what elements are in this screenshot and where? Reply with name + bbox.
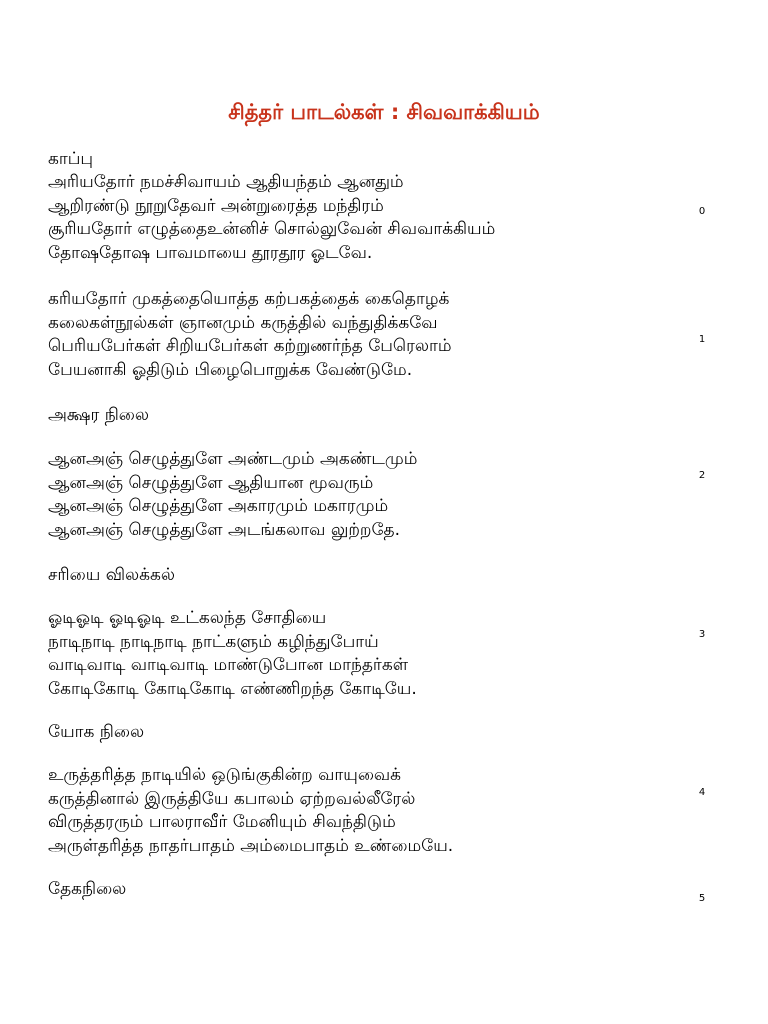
verse-line: கருத்தினால் இருத்தியே கபாலம் ஏற்றவல்லீரேல் xyxy=(48,788,416,809)
page-title: சித்தர் பாடல்கள் : சிவவாக்கியம் xyxy=(228,100,540,124)
verse-line: கோடிகோடி கோடிகோடி எண்ணிறந்த கோடியே. xyxy=(48,678,417,699)
verse-line: பெரியபேர்கள் சிறியபேர்கள் கற்றுணர்ந்த பேரெலாம் xyxy=(48,336,452,356)
section-yoga-nilai xyxy=(48,721,688,744)
verse-block xyxy=(48,607,688,701)
section-heading: காப்பு xyxy=(48,149,94,169)
verse-number: 5 xyxy=(698,893,706,904)
verse-number: 3 xyxy=(698,629,706,640)
verse-line: ஆனஅஞ் செழுத்துளே அகாரமும் மகாரமும் xyxy=(48,496,389,516)
verse-line: நாடிநாடி நாடிநாடி நாட்களும் கழிந்துபோய் xyxy=(48,631,379,652)
verse-line: கரியதோர் முகத்தையொத்த கற்பகத்தைக் கைதொழக் xyxy=(48,289,450,309)
verse-line: ஆனஅஞ் செழுத்துளே அண்டமும் அகண்டமும் xyxy=(48,449,418,469)
verse-line: விருத்தரரும் பாலராவீர் மேனியும் சிவந்திடும் xyxy=(48,812,396,832)
verse-number: 4 xyxy=(698,787,706,798)
verse-line: தோஷதோஷ பாவமாயை தூரதூர ஓடவே. xyxy=(48,242,373,263)
verse-line: ஆனஅஞ் செழுத்துளே ஆதியான மூவரும் xyxy=(48,472,374,493)
verse-line: வாடிவாடி வாடிவாடி மாண்டுபோன மாந்தர்கள் xyxy=(48,655,409,675)
section-kappu xyxy=(48,148,688,265)
verse-line: பேயனாகி ஓதிடும் பிழைபொறுக்க வேண்டுமே. xyxy=(48,359,413,380)
verse-line: சூரியதோர் எழுத்தைஉன்னிச் சொல்லுவேன் சிவவாக்கியம் xyxy=(48,219,496,239)
section-heading: யோக நிலை xyxy=(48,722,145,742)
section-dega-nilai xyxy=(48,878,688,901)
verse-block xyxy=(48,448,688,542)
verse-block xyxy=(48,764,688,858)
section-sariyai-vilakkal xyxy=(48,564,688,587)
verse-line: ஆனஅஞ் செழுத்துளே அடங்கலாவ லுற்றதே. xyxy=(48,519,401,540)
verse-block xyxy=(48,288,688,382)
verse-line: அரியதோர் நமச்சிவாயம் ஆதியந்தம் ஆனதும் xyxy=(48,172,404,192)
verse-line: அருள்தரித்த நாதர்பாதம் அம்மைபாதம் உண்மையே. xyxy=(48,835,454,856)
section-heading: அக்ஷர நிலை xyxy=(48,405,149,425)
section-heading: சரியை விலக்கல் xyxy=(48,565,176,585)
verse-line: உருத்தரித்த நாடியில் ஒடுங்குகின்ற வாயுவைக் xyxy=(48,765,402,785)
verse-line: ஓடிஓடி ஓடிஓடி உட்கலந்த சோதியை xyxy=(48,608,327,628)
section-akshara-nilai xyxy=(48,404,688,427)
verse-number: 0 xyxy=(698,206,706,217)
verse-number: 1 xyxy=(698,334,706,345)
section-heading: தேகநிலை xyxy=(48,879,127,899)
verse-line: கலைகள்நூல்கள் ஞானமும் கருத்தில் வந்துதிக்கவே xyxy=(48,312,438,333)
verse-number: 2 xyxy=(698,470,706,481)
verse-line: ஆறிரண்டு நூறுதேவர் அன்றுரைத்த மந்திரம் xyxy=(48,195,384,216)
